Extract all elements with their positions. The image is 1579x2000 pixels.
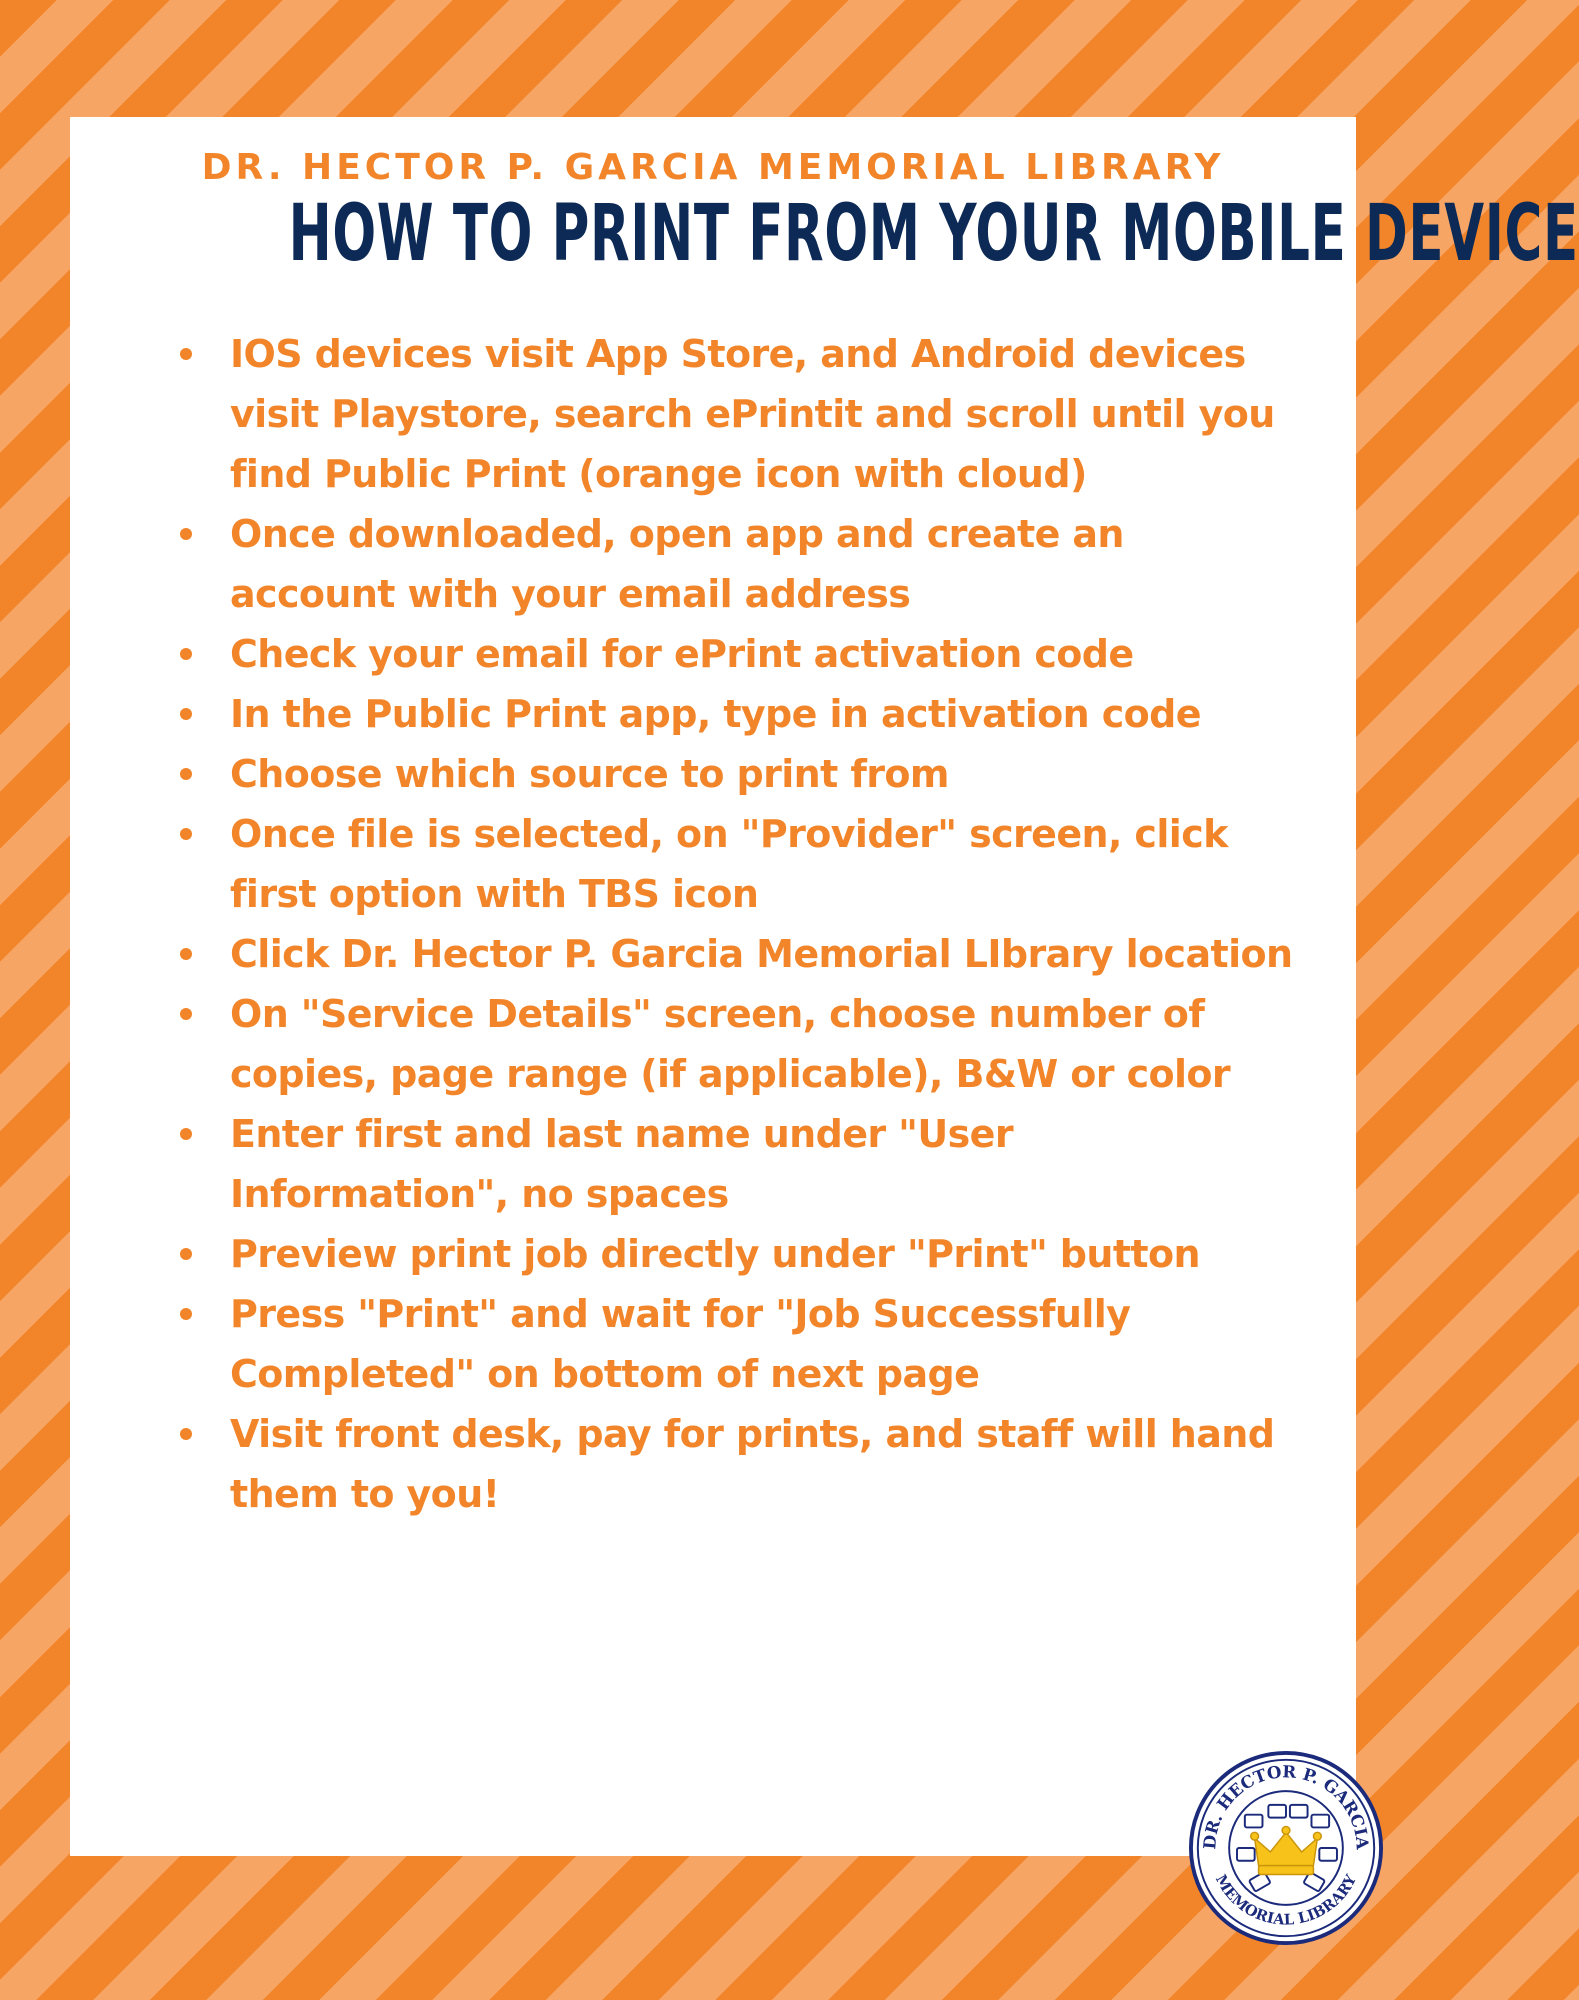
step-text: Choose which source to print from	[230, 752, 949, 796]
bullet-icon	[180, 1308, 192, 1320]
step-item	[230, 684, 1300, 744]
step-item	[230, 1224, 1300, 1284]
bullet-icon	[180, 1008, 192, 1020]
step-text: Check your email for ePrint activation code	[230, 632, 1134, 676]
step-text: In the Public Print app, type in activation code	[230, 692, 1201, 736]
poster-card	[70, 117, 1579, 1856]
step-text: Enter first and last name under "User Information", no spaces	[230, 1112, 1013, 1216]
step-text: Once downloaded, open app and create an account with your email address	[230, 512, 1124, 616]
step-item	[230, 804, 1300, 924]
bullet-icon	[180, 768, 192, 780]
bullet-icon	[180, 1428, 192, 1440]
bullet-icon	[180, 1128, 192, 1140]
step-item	[230, 1404, 1300, 1524]
bullet-icon	[180, 528, 192, 540]
page-title: HOW TO PRINT FROM YOUR MOBILE DEVICE	[288, 189, 1579, 279]
step-text: Click Dr. Hector P. Garcia Memorial LIbrary location	[230, 932, 1293, 976]
step-item	[230, 1104, 1300, 1224]
step-text: Visit front desk, pay for prints, and staff will hand them to you!	[230, 1412, 1275, 1516]
seal-top-text: DR. HECTOR P. GARCIA	[1199, 1761, 1373, 1851]
bullet-icon	[180, 1248, 192, 1260]
step-item	[230, 744, 1300, 804]
step-text: IOS devices visit App Store, and Android devices visit Playstore, search ePrintit and scroll until you find Public Print (orange icon with cloud)	[230, 332, 1275, 496]
library-name: DR. HECTOR P. GARCIA MEMORIAL LIBRARY	[201, 147, 1225, 188]
step-text: On "Service Details" screen, choose number of copies, page range (if applicable), B&W or color	[230, 992, 1231, 1096]
library-seal	[1188, 1750, 1384, 1946]
step-text: Press "Print" and wait for "Job Successfully Completed" on bottom of next page	[230, 1292, 1131, 1396]
step-item	[230, 624, 1300, 684]
bullet-icon	[180, 828, 192, 840]
step-item	[230, 504, 1300, 624]
step-text: Once file is selected, on "Provider" screen, click first option with TBS icon	[230, 812, 1228, 916]
bullet-icon	[180, 708, 192, 720]
step-item	[230, 324, 1300, 504]
step-item	[230, 984, 1300, 1104]
bullet-icon	[180, 948, 192, 960]
bullet-icon	[180, 348, 192, 360]
bullet-icon	[180, 648, 192, 660]
step-item	[230, 1284, 1300, 1404]
seal-bottom-text: MEMORIAL LIBRARY	[1211, 1871, 1361, 1929]
crown-with-books-icon	[1188, 1750, 1384, 1946]
step-text: Preview print job directly under "Print" button	[230, 1232, 1200, 1276]
step-item	[230, 924, 1300, 984]
steps-list	[230, 324, 1300, 1524]
